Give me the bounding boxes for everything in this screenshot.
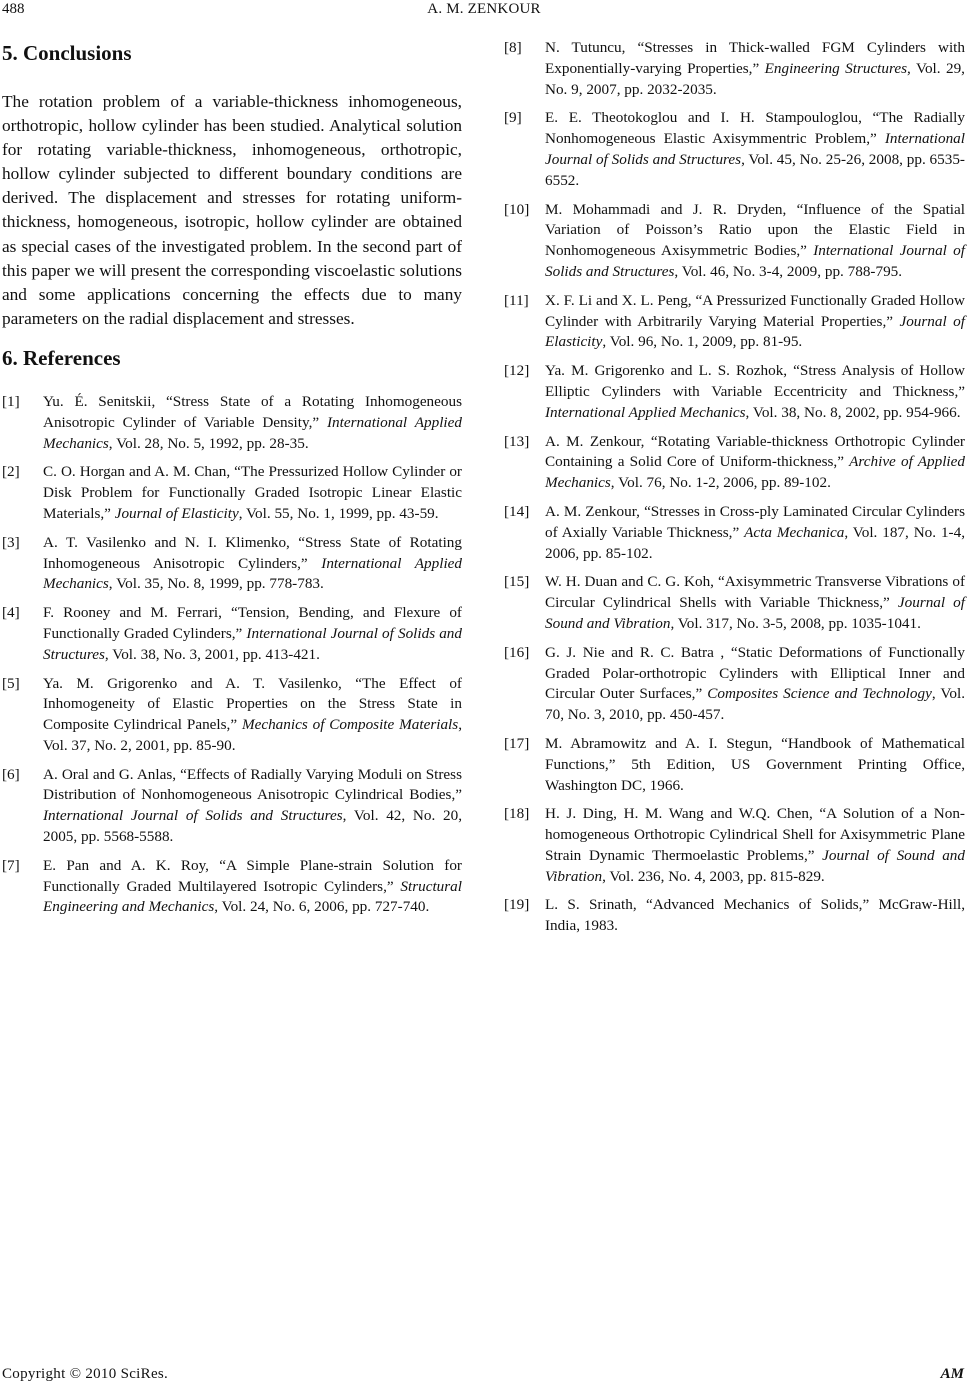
reference-citation: A. Oral and G. Anlas, “Effects of Radially Varying Moduli on Stress Distribution of Nonhomogeneous Anisotropic Cylindrical Bodies,” <box>43 765 462 804</box>
reference-text <box>43 462 462 524</box>
reference-text <box>545 895 965 937</box>
page-number: 488 <box>2 1 25 17</box>
reference-item <box>2 533 462 595</box>
reference-text <box>545 38 965 100</box>
reference-item <box>504 804 965 887</box>
reference-item <box>504 734 965 796</box>
reference-text <box>545 502 965 564</box>
reference-text <box>545 804 965 887</box>
reference-journal: International Journal of Solids and Structures <box>545 130 965 168</box>
reference-details: , Vol. 38, No. 3, 2001, pp. 413-421. <box>104 645 320 663</box>
reference-journal: Composites Science and Technology <box>707 685 932 703</box>
reference-details: , Vol. 28, No. 5, 1992, pp. 28-35. <box>108 434 309 452</box>
reference-citation: L. S. Srinath, “Advanced Mechanics of Solids,” McGraw-Hill, India, 1983. <box>545 896 965 935</box>
reference-number: [5] <box>2 674 20 692</box>
copyright-notice: Copyright © 2010 SciRes. <box>2 1366 169 1382</box>
reference-details: , Vol. 96, No. 1, 2009, pp. 81-95. <box>602 333 803 351</box>
reference-citation: M. Mohammadi and J. R. Dryden, “Influence of the Spatial Variation of Poisson’s Ratio upon the Elastic Field in Nonhomogeneous Axisymmetric Bodies,” <box>545 200 965 260</box>
reference-number: [10] <box>504 200 530 218</box>
journal-abbreviation: AM <box>940 1366 964 1382</box>
reference-details: , Vol. 317, No. 3-5, 2008, pp. 1035-1041. <box>670 614 921 632</box>
reference-item <box>504 432 965 494</box>
reference-journal: Acta Mechanica <box>744 523 845 541</box>
reference-number: [2] <box>2 463 20 481</box>
reference-journal: Journal of Elasticity <box>545 312 965 351</box>
reference-details: , Vol. 29, No. 9, 2007, pp. 2032-2035. <box>545 59 965 98</box>
reference-citation: F. Rooney and M. Ferrari, “Tension, Bending, and Flexure of Functionally Graded Cylinders,” <box>43 604 462 642</box>
reference-number: [3] <box>2 533 20 551</box>
reference-text <box>43 392 462 454</box>
reference-details: , Vol. 24, No. 6, 2006, pp. 727-740. <box>214 898 430 916</box>
references-heading: 6. References <box>2 345 121 370</box>
reference-item <box>2 856 462 918</box>
reference-journal: Engineering Structures <box>764 59 907 77</box>
reference-item <box>2 392 462 454</box>
reference-journal: Structural Engineering and Mechanics <box>43 877 462 916</box>
conclusions-paragraph: The rotation problem of a variable-thickness inhomogeneous, orthotropic, hollow cylinder has been studied. Analytical solution for rotating variable-thickness, inhomogeneous, orthotropic, hollow cylinder subjected to different boundary conditions are derived. The displacement and stresses for rotating uniform-thickness, homogeneous, isotropic, hollow cylinder are obtained as special cases of the investigated problem. In the second part of this paper we will present the corresponding viscoelastic solutions and some applications concerning the effects due to many parameters on the radial displacement and stresses. <box>2 92 462 328</box>
reference-journal: Archive of Applied Mechanics <box>545 453 965 492</box>
reference-number: [7] <box>2 856 20 874</box>
reference-journal: International Journal of Solids and Structures <box>43 807 343 825</box>
reference-citation: Ya. M. Grigorenko and A. T. Vasilenko, “The Effect of Inhomogeneity of Elastic Properties on the Stress State in Composite Cylindrical Panels,” <box>43 674 462 734</box>
reference-details: , Vol. 37, No. 2, 2001, pp. 85-90. <box>43 716 462 754</box>
reference-journal: International Applied Mechanics <box>43 554 462 593</box>
reference-citation: X. F. Li and X. L. Peng, “A Pressurized Functionally Graded Hollow Cylinder with Arbitrarily Varying Material Properties,” <box>545 291 965 330</box>
reference-number: [13] <box>504 432 530 450</box>
reference-journal: International Journal of Solids and Structures <box>545 242 965 280</box>
reference-details: , Vol. 38, No. 8, 2002, pp. 954-966. <box>745 403 961 421</box>
reference-number: [19] <box>504 896 530 914</box>
reference-citation: C. O. Horgan and A. M. Chan, “The Pressurized Hollow Cylinder or Disk Problem for Functionally Graded Isotropic Linear Elastic Materials,” <box>43 463 462 522</box>
reference-item <box>504 895 965 937</box>
reference-details: , Vol. 46, No. 3-4, 2009, pp. 788-795. <box>674 262 903 280</box>
reference-citation: Ya. M. Grigorenko and L. S. Rozhok, “Stress Analysis of Hollow Elliptic Cylinders with Variable Eccentricity and Thickness,” <box>545 362 965 400</box>
reference-citation: N. Tutuncu, “Stresses in Thick-walled FGM Cylinders with Exponentially-varying Properties,” <box>545 39 965 77</box>
reference-journal: Journal of Elasticity <box>114 504 239 522</box>
reference-number: [12] <box>504 362 530 380</box>
reference-item <box>2 462 462 524</box>
reference-citation: A. M. Zenkour, “Rotating Variable-thickness Orthotropic Cylinder Containing a Solid Core of Uniform-thickness,” <box>545 432 965 471</box>
reference-text <box>43 856 462 918</box>
reference-text <box>43 674 462 757</box>
reference-text <box>43 765 462 848</box>
reference-details: , Vol. 76, No. 1-2, 2006, pp. 89-102. <box>610 474 831 492</box>
reference-text <box>545 432 965 494</box>
reference-citation: H. J. Ding, H. M. Wang and W.Q. Chen, “A Solution of a Non-homogeneous Orthotropic Cylindrical Shell for Axisymmetric Plane Strain Dynamic Thermoelastic Problems,” <box>545 805 965 864</box>
reference-number: [9] <box>504 109 522 127</box>
reference-list-right <box>504 38 965 937</box>
reference-item <box>504 291 965 353</box>
reference-number: [1] <box>2 392 20 410</box>
reference-citation: M. Abramowitz and A. I. Stegun, “Handbook of Mathematical Functions,” 5th Edition, US Government Printing Office, Washington DC, 1966. <box>545 734 965 794</box>
reference-citation: E. Pan and A. K. Roy, “A Simple Plane-strain Solution for Functionally Graded Multilayered Isotropic Cylinders,” <box>43 856 462 895</box>
reference-text <box>545 291 965 353</box>
reference-number: [15] <box>504 573 530 591</box>
reference-citation: Yu. É. Senitskii, “Stress State of a Rotating Inhomogeneous Anisotropic Cylinder of Variable Density,” <box>43 392 462 431</box>
reference-text <box>43 533 462 595</box>
reference-item <box>2 603 462 665</box>
running-head: A. M. ZENKOUR <box>427 1 541 17</box>
reference-item <box>504 572 965 634</box>
reference-citation: G. J. Nie and R. C. Batra , “Static Deformations of Functionally Graded Polar-orthotropic Cylinders with Elliptical Inner and Circular Outer Surfaces,” <box>545 643 965 703</box>
reference-number: [17] <box>504 734 530 752</box>
reference-number: [14] <box>504 502 530 520</box>
reference-citation: W. H. Duan and C. G. Koh, “Axisymmetric Transverse Vibrations of Circular Cylindrical Shells with Variable Thickness,” <box>545 573 965 612</box>
reference-number: [18] <box>504 805 530 823</box>
reference-item <box>504 200 965 283</box>
reference-text <box>545 572 965 634</box>
reference-text <box>545 200 965 283</box>
reference-text <box>545 643 965 726</box>
reference-number: [8] <box>504 39 522 56</box>
reference-details: , Vol. 55, No. 1, 1999, pp. 43-59. <box>238 504 439 522</box>
reference-text <box>545 361 965 423</box>
reference-details: , Vol. 236, No. 4, 2003, pp. 815-829. <box>602 867 825 885</box>
reference-item <box>504 502 965 564</box>
reference-number: [4] <box>2 604 20 622</box>
reference-number: [16] <box>504 643 530 661</box>
reference-item <box>504 361 965 423</box>
reference-citation: E. E. Theotokoglou and I. H. Stampouloglou, “The Radially Nonhomogeneous Elastic Axisymmentric Problem,” <box>545 109 965 148</box>
reference-list-left <box>2 392 462 918</box>
reference-journal: International Applied Mechanics <box>545 403 746 421</box>
reference-journal: Journal of Sound and Vibration <box>545 594 965 632</box>
reference-text <box>545 108 965 191</box>
reference-details: , Vol. 35, No. 8, 1999, pp. 778-783. <box>108 575 324 593</box>
reference-text <box>545 734 965 796</box>
conclusions-heading: 5. Conclusions <box>2 41 132 65</box>
reference-citation: A. M. Zenkour, “Stresses in Cross-ply Laminated Circular Cylinders of Axially Variable Thickness,” <box>545 502 965 541</box>
reference-details: , Vol. 42, No. 20, 2005, pp. 5568-5588. <box>43 807 462 846</box>
reference-item <box>2 765 462 848</box>
reference-journal: International Applied Mechanics <box>43 413 462 452</box>
reference-text <box>43 603 462 665</box>
left-column <box>2 34 462 926</box>
reference-journal: International Journal of Solids and Structures <box>43 624 462 663</box>
reference-item <box>2 674 462 757</box>
reference-details: , Vol. 187, No. 1-4, 2006, pp. 85-102. <box>545 523 965 562</box>
reference-details: , Vol. 45, No. 25-26, 2008, pp. 6535-6552. <box>545 150 965 189</box>
reference-item <box>504 108 965 191</box>
reference-item <box>504 643 965 726</box>
right-column <box>504 38 965 945</box>
reference-journal: Journal of Sound and Vibration <box>545 846 965 885</box>
reference-citation: A. T. Vasilenko and N. I. Klimenko, “Stress State of Rotating Inhomogeneous Anisotropic Cylinders,” <box>43 533 462 572</box>
reference-journal: Mechanics of Composite Materials <box>241 716 459 734</box>
reference-details: , Vol. 70, No. 3, 2010, pp. 450-457. <box>545 685 965 724</box>
reference-number: [6] <box>2 765 20 783</box>
reference-number: [11] <box>504 291 529 309</box>
reference-item <box>504 38 965 100</box>
